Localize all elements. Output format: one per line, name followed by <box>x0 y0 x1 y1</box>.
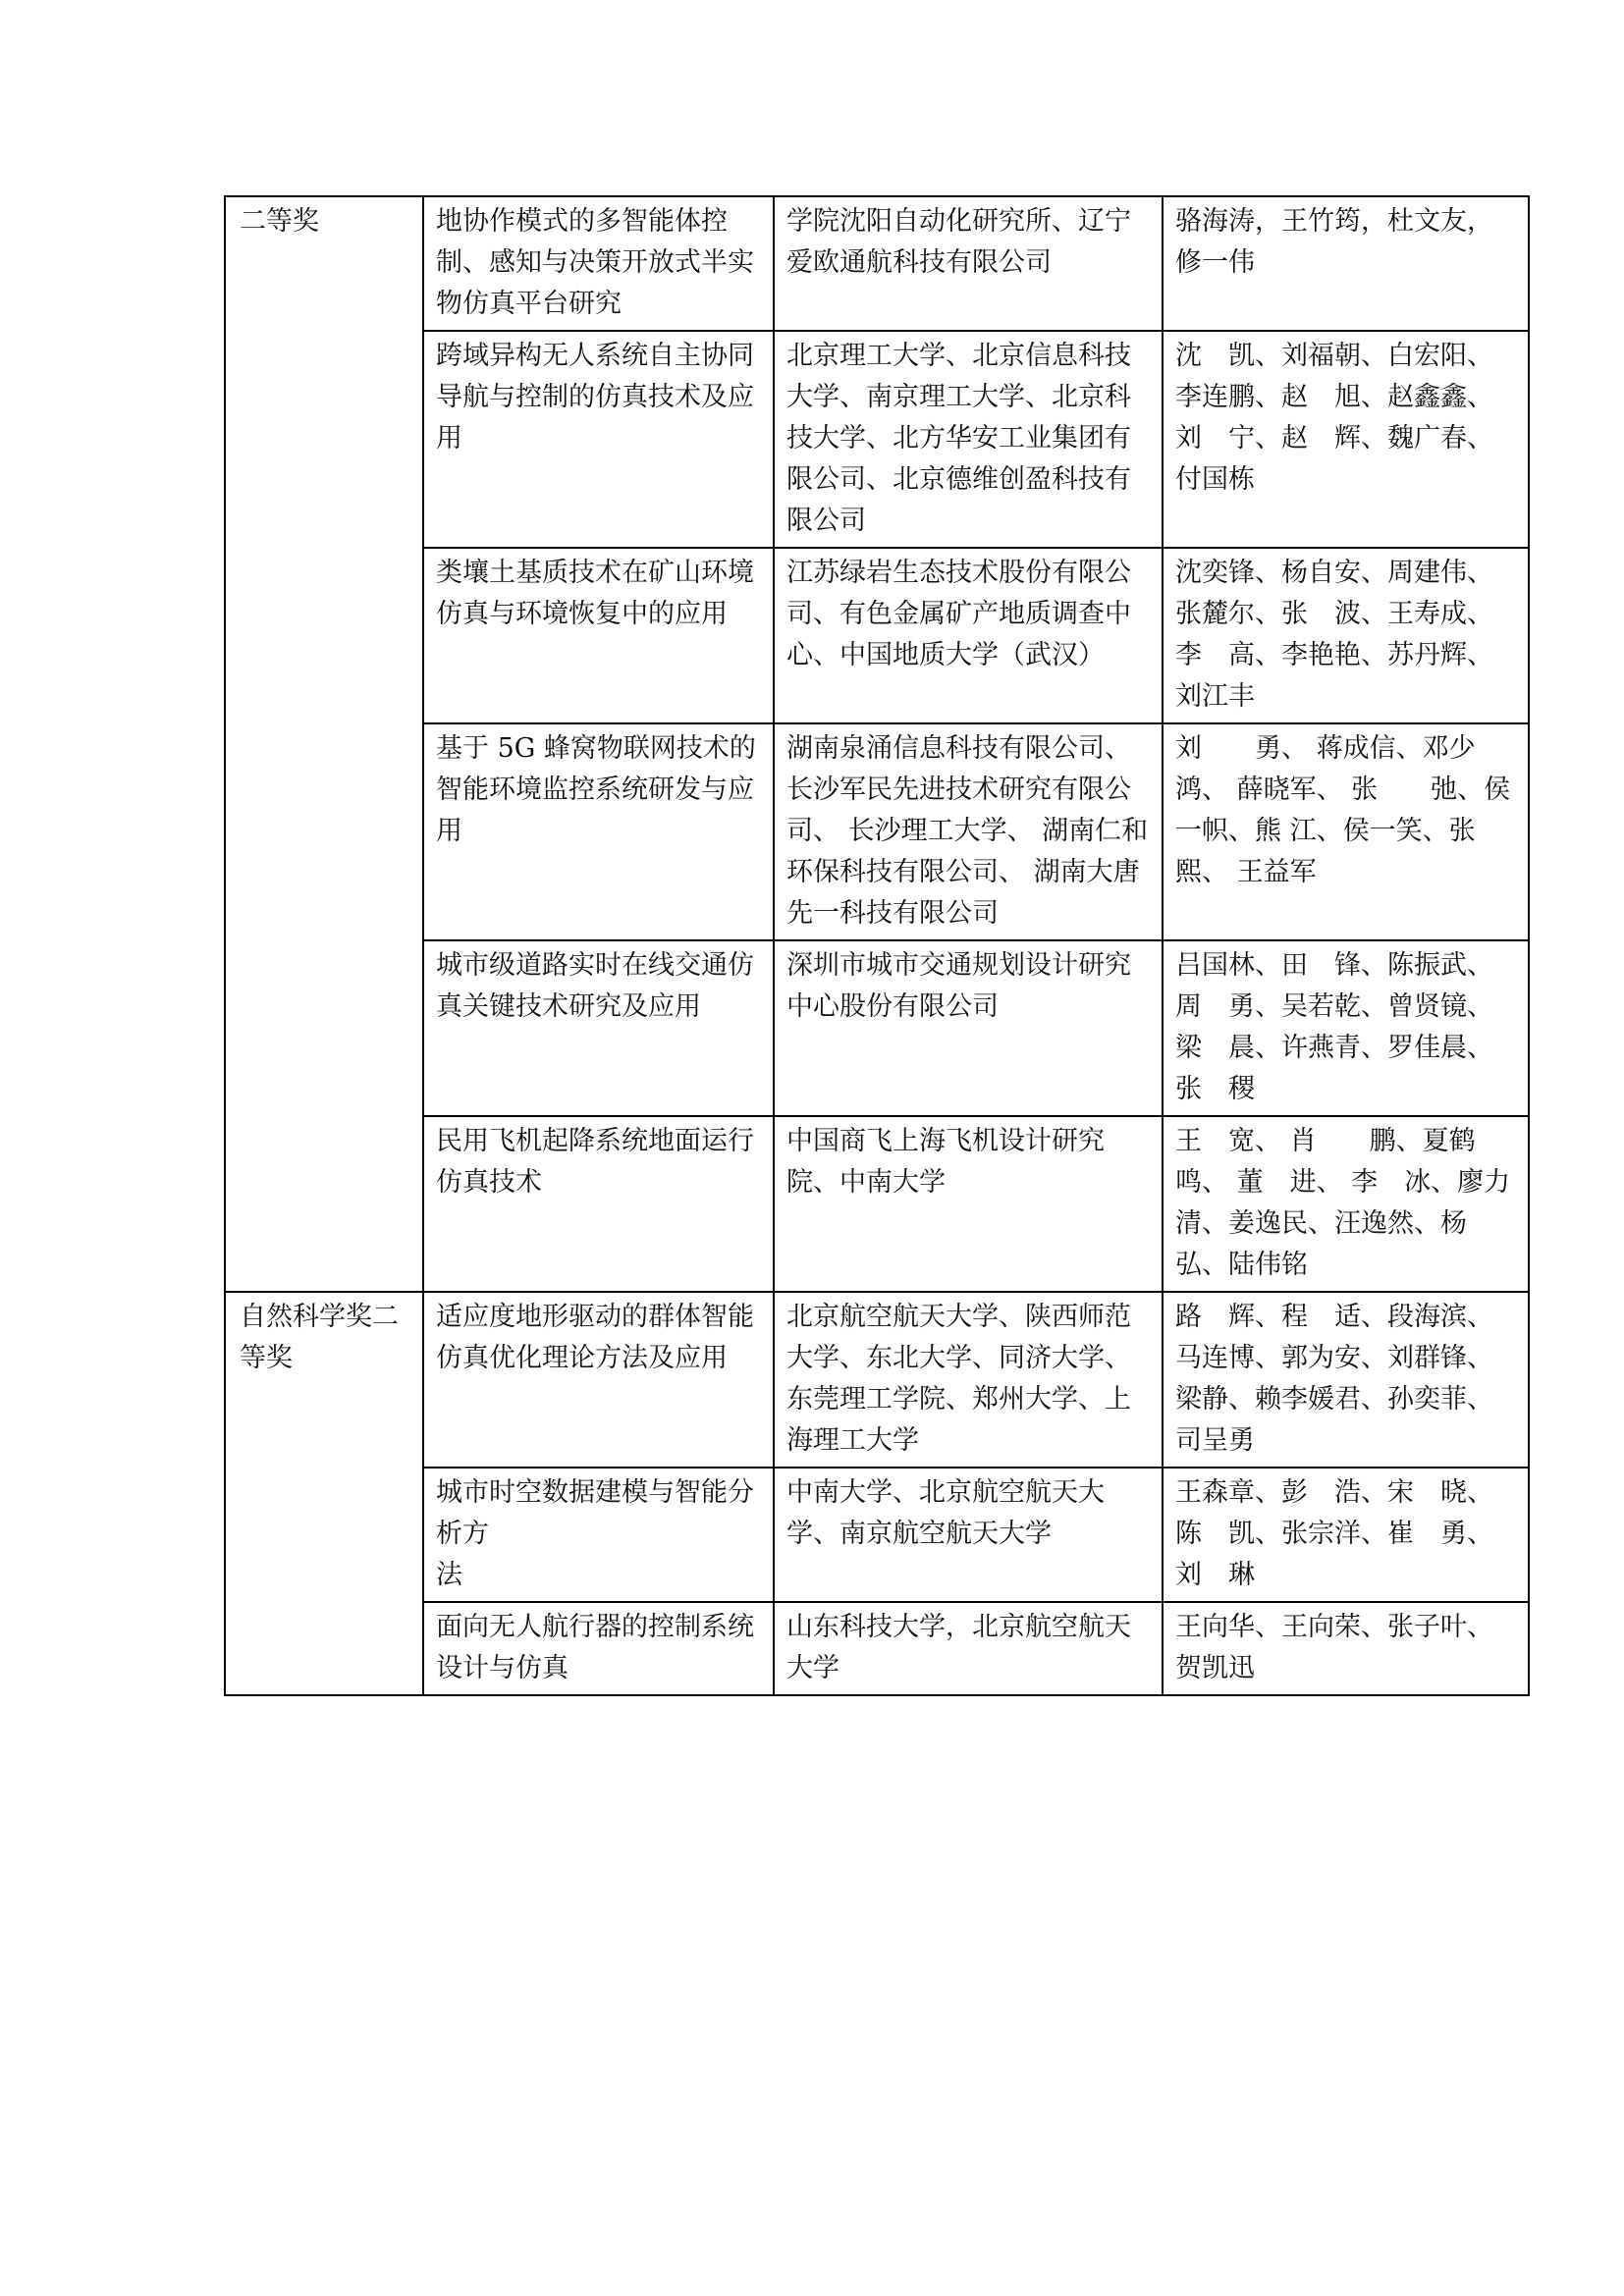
completing-units-cell: 中国商飞上海飞机设计研究院、中南大学 <box>774 1116 1163 1292</box>
completing-persons-cell: 王向华、王向荣、张子叶、贺凯迅 <box>1163 1602 1529 1695</box>
completing-units-cell: 北京航空航天大学、陕西师范大学、东北大学、同济大学、东莞理工学院、郑州大学、上海理工大学 <box>774 1292 1163 1468</box>
project-name-cell: 基于 5G 蜂窝物联网技术的智能环境监控系统研发与应用 <box>423 723 774 940</box>
completing-units-cell: 江苏绿岩生态技术股份有限公司、有色金属矿产地质调查中心、中国地质大学（武汉） <box>774 548 1163 723</box>
completing-persons-cell: 沈奕锋、杨自安、周建伟、张麓尔、张 波、王寿成、李 高、李艳艳、苏丹辉、刘江丰 <box>1163 548 1529 723</box>
completing-persons-cell: 骆海涛，王竹筠，杜文友，修一伟 <box>1163 196 1529 331</box>
project-name-cell: 城市时空数据建模与智能分析方 法 <box>423 1468 774 1602</box>
project-name-cell: 民用飞机起降系统地面运行仿真技术 <box>423 1116 774 1292</box>
completing-persons-cell: 王森章、彭 浩、宋 晓、陈 凯、张宗洋、崔 勇、刘 琳 <box>1163 1468 1529 1602</box>
completing-persons-cell: 王 宽、 肖 鹏、夏鹤鸣、 董 进、 李 冰、廖力清、姜逸民、汪逸然、杨 弘、陆伟铭 <box>1163 1116 1529 1292</box>
project-name-cell: 跨域异构无人系统自主协同导航与控制的仿真技术及应用 <box>423 331 774 548</box>
project-name-cell: 类壤土基质技术在矿山环境仿真与环境恢复中的应用 <box>423 548 774 723</box>
completing-persons-cell: 沈 凯、刘福朝、白宏阳、李连鹏、赵 旭、赵鑫鑫、刘 宁、赵 辉、魏广春、付国栋 <box>1163 331 1529 548</box>
completing-persons-cell: 刘 勇、 蒋成信、邓少鸿、 薛晓军、 张 弛、侯一帜、熊 江、侯一笑、张 熙、 王益军 <box>1163 723 1529 940</box>
project-name-cell: 适应度地形驱动的群体智能仿真优化理论方法及应用 <box>423 1292 774 1468</box>
completing-units-cell: 湖南泉涌信息科技有限公司、 长沙军民先进技术研究有限公司、 长沙理工大学、 湖南仁和环保科技有限公司、 湖南大唐先一科技有限公司 <box>774 723 1163 940</box>
completing-units-cell: 山东科技大学，北京航空航天大学 <box>774 1602 1163 1695</box>
table-row <box>225 196 1529 331</box>
table-row <box>225 1292 1529 1468</box>
completing-units-cell: 学院沈阳自动化研究所、辽宁爱欧通航科技有限公司 <box>774 196 1163 331</box>
award-category-cell: 二等奖 <box>225 196 423 1292</box>
completing-units-cell: 深圳市城市交通规划设计研究中心股份有限公司 <box>774 940 1163 1116</box>
award-table <box>224 195 1530 1696</box>
award-category-cell: 自然科学奖二等奖 <box>225 1292 423 1695</box>
project-name-cell: 城市级道路实时在线交通仿真关键技术研究及应用 <box>423 940 774 1116</box>
completing-persons-cell: 路 辉、程 适、段海滨、马连博、郭为安、刘群锋、梁静、赖李媛君、孙奕菲、司呈勇 <box>1163 1292 1529 1468</box>
completing-persons-cell: 吕国林、田 锋、陈振武、周 勇、吴若乾、曾贤镜、梁 晨、许燕青、罗佳晨、张 稷 <box>1163 940 1529 1116</box>
completing-units-cell: 中南大学、北京航空航天大学、南京航空航天大学 <box>774 1468 1163 1602</box>
project-name-cell: 地协作模式的多智能体控制、感知与决策开放式半实物仿真平台研究 <box>423 196 774 331</box>
project-name-cell: 面向无人航行器的控制系统设计与仿真 <box>423 1602 774 1695</box>
completing-units-cell: 北京理工大学、北京信息科技大学、南京理工大学、北京科技大学、北方华安工业集团有限公司、北京德维创盈科技有限公司 <box>774 331 1163 548</box>
